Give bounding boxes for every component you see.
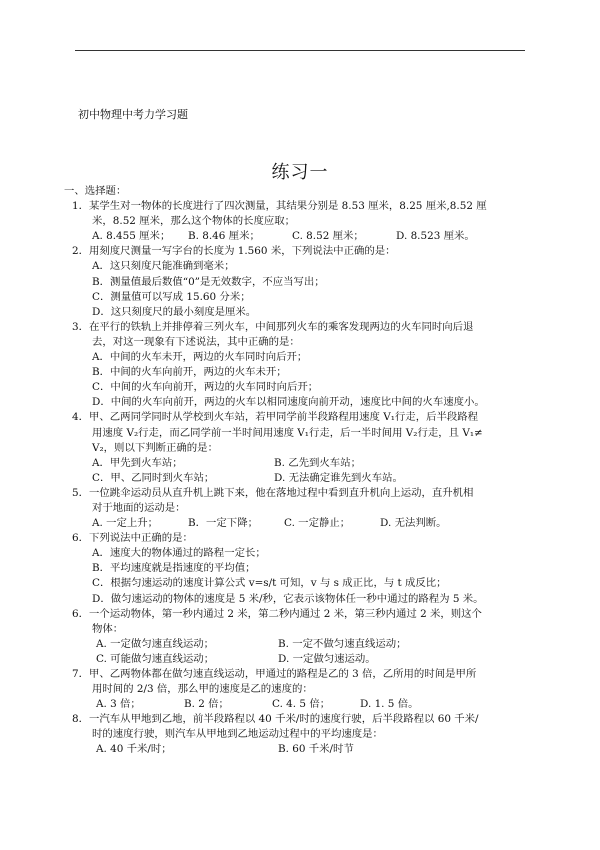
option-c: C. 可能做匀速直线运动； — [96, 652, 215, 665]
option-a: A．甲先到火车站； — [92, 456, 183, 469]
header-rule — [75, 50, 525, 51]
option-c: C. 一定静止； — [284, 517, 351, 530]
option-d: D．中间的火车向前开，两边的火车以相同速度向前开动，速度比中间的火车速度小。 — [92, 396, 485, 409]
option-c: C．甲、乙同时到火车站； — [92, 471, 215, 484]
option-b: B．平均速度就是指速度的平均值； — [92, 562, 256, 575]
question-6b-line-2: 物体： — [92, 622, 124, 635]
option-d: D. 一定做匀速运动。 — [278, 652, 376, 665]
option-d: D. 8.523 厘米。 — [396, 230, 475, 243]
question-1-line-1: 1．某学生对一物体的长度进行了四次测量，其结果分别是 8.53 厘米，8.25 厘米,8.52 厘 — [72, 200, 487, 213]
question-3-line-2: 去，对这一现象有下述说法，其中正确的是： — [92, 335, 300, 348]
option-b: B. 一定不做匀速直线运动； — [278, 637, 407, 650]
option-a: A. 40 千米/时； — [96, 743, 172, 756]
option-b: B．中间的火车向前开，两边的火车未开； — [92, 366, 287, 379]
option-a: A. 一定上升； — [92, 517, 159, 530]
question-5-line-2: 对于地面的运动是： — [92, 501, 186, 514]
option-a: A．这只刻度尺能准确到毫米； — [92, 260, 235, 273]
document-header: 初中物理中考力学习题 — [78, 108, 188, 121]
option-c: C．根据匀速运动的速度计算公式 v=s/t 可知，v 与 s 成正比，与 t 成反比； — [92, 577, 447, 590]
exercise-content — [64, 184, 534, 758]
page-title: 练习一 — [271, 162, 329, 183]
option-c: C. 8.52 厘米； — [292, 230, 364, 243]
option-b: B. 8.46 厘米； — [188, 230, 260, 243]
question-8-line-2: 时的速度行驶，则汽车从甲地到乙地运动过程中的平均速度是： — [92, 728, 383, 741]
option-d: D. 无法判断。 — [380, 517, 447, 530]
option-c: C．中间的火车向前开，两边的火车同时向后开； — [92, 381, 319, 394]
question-5-options — [64, 516, 534, 531]
question-6b-options-cd — [64, 652, 534, 667]
question-7-line-2: 用时间的 2/3 倍，那么甲的速度是乙的速度的： — [92, 683, 313, 696]
question-4-options-ab — [64, 456, 534, 471]
question-8-options — [64, 742, 534, 757]
question-3-line-1: 3．在平行的铁轨上并排停着三列火车，中间那列火车的乘客发现两边的火车同时向后退 — [72, 320, 474, 333]
question-4-line-1: 4．甲、乙两同学同时从学校到火车站，若甲同学前半段路程用速度 V₁行走，后半段路程 — [72, 411, 479, 424]
option-b: B. 乙先到火车站； — [274, 456, 361, 469]
option-d: D．做匀速运动的物体的速度是 5 米/秒，它表示该物体任一秒中通过的路程为 5 米。 — [92, 592, 484, 605]
question-7-line-1: 7．甲、乙两物体都在做匀速直线运动，甲通过的路程是乙的 3 倍，乙所用的时间是甲所 — [72, 668, 477, 680]
option-a: A．速度大的物体通过的路程一定长； — [92, 547, 266, 560]
section-heading: 一、选择题： — [64, 185, 127, 197]
question-2-line-1: 2．用刻度尺测量一写字台的长度为 1.560 米，下列说法中正确的是： — [72, 245, 396, 258]
option-a: A．中间的火车未开，两边的火车同时向后开； — [92, 351, 308, 364]
option-c: C．测量值可以写成 15.60 分米； — [92, 290, 251, 303]
option-d: D. 1. 5 倍。 — [360, 698, 419, 711]
option-b: B．测量值最后数值“0”是无效数字，不应当写出； — [92, 275, 325, 288]
option-a: A. 8.455 厘米； — [92, 230, 171, 243]
question-5-line-1: 5．一位跳伞运动员从直升机上跳下来，他在落地过程中看到直升机向上运动，直升机相 — [72, 486, 474, 499]
question-6b-options-ab — [64, 637, 534, 652]
question-4-options-cd — [64, 471, 534, 486]
question-4-line-3: V₂，则以下判断正确的是： — [92, 441, 218, 454]
option-b: B. 60 千米/时节 — [278, 743, 354, 756]
option-a: A. 3 倍； — [96, 698, 141, 711]
question-6b-line-1: 6．一个运动物体，第一秒内通过 2 米，第二秒内通过 2 米，第三秒内通过 2 米，则这个 — [72, 607, 482, 620]
option-b: B. 2 倍； — [184, 698, 229, 711]
option-a: A. 一定做匀速直线运动； — [96, 637, 215, 650]
option-b: B．一定下降； — [188, 517, 258, 530]
question-6-line-1: 6．下列说法中正确的是： — [72, 532, 193, 545]
question-7-options — [64, 697, 534, 712]
question-1-line-2: 米，8.52 厘米，那么这个物体的长度应取； — [92, 215, 296, 228]
option-c: C. 4. 5 倍； — [272, 698, 331, 711]
question-4-line-2: 用速度 V₂行走，而乙同学前一半时间用速度 V₁行走，后一半时间用 V₂行走，且 V₁≠ — [92, 426, 483, 439]
option-d: D．这只刻度尺的最小刻度是厘米。 — [92, 305, 257, 318]
option-d: D. 无法确定谁先到火车站。 — [274, 471, 403, 484]
question-8-line-1: 8．一汽车从甲地到乙地，前半段路程以 40 千米/时的速度行驶，后半段路程以 60 千米/ — [72, 713, 479, 726]
question-1-options — [64, 229, 534, 244]
